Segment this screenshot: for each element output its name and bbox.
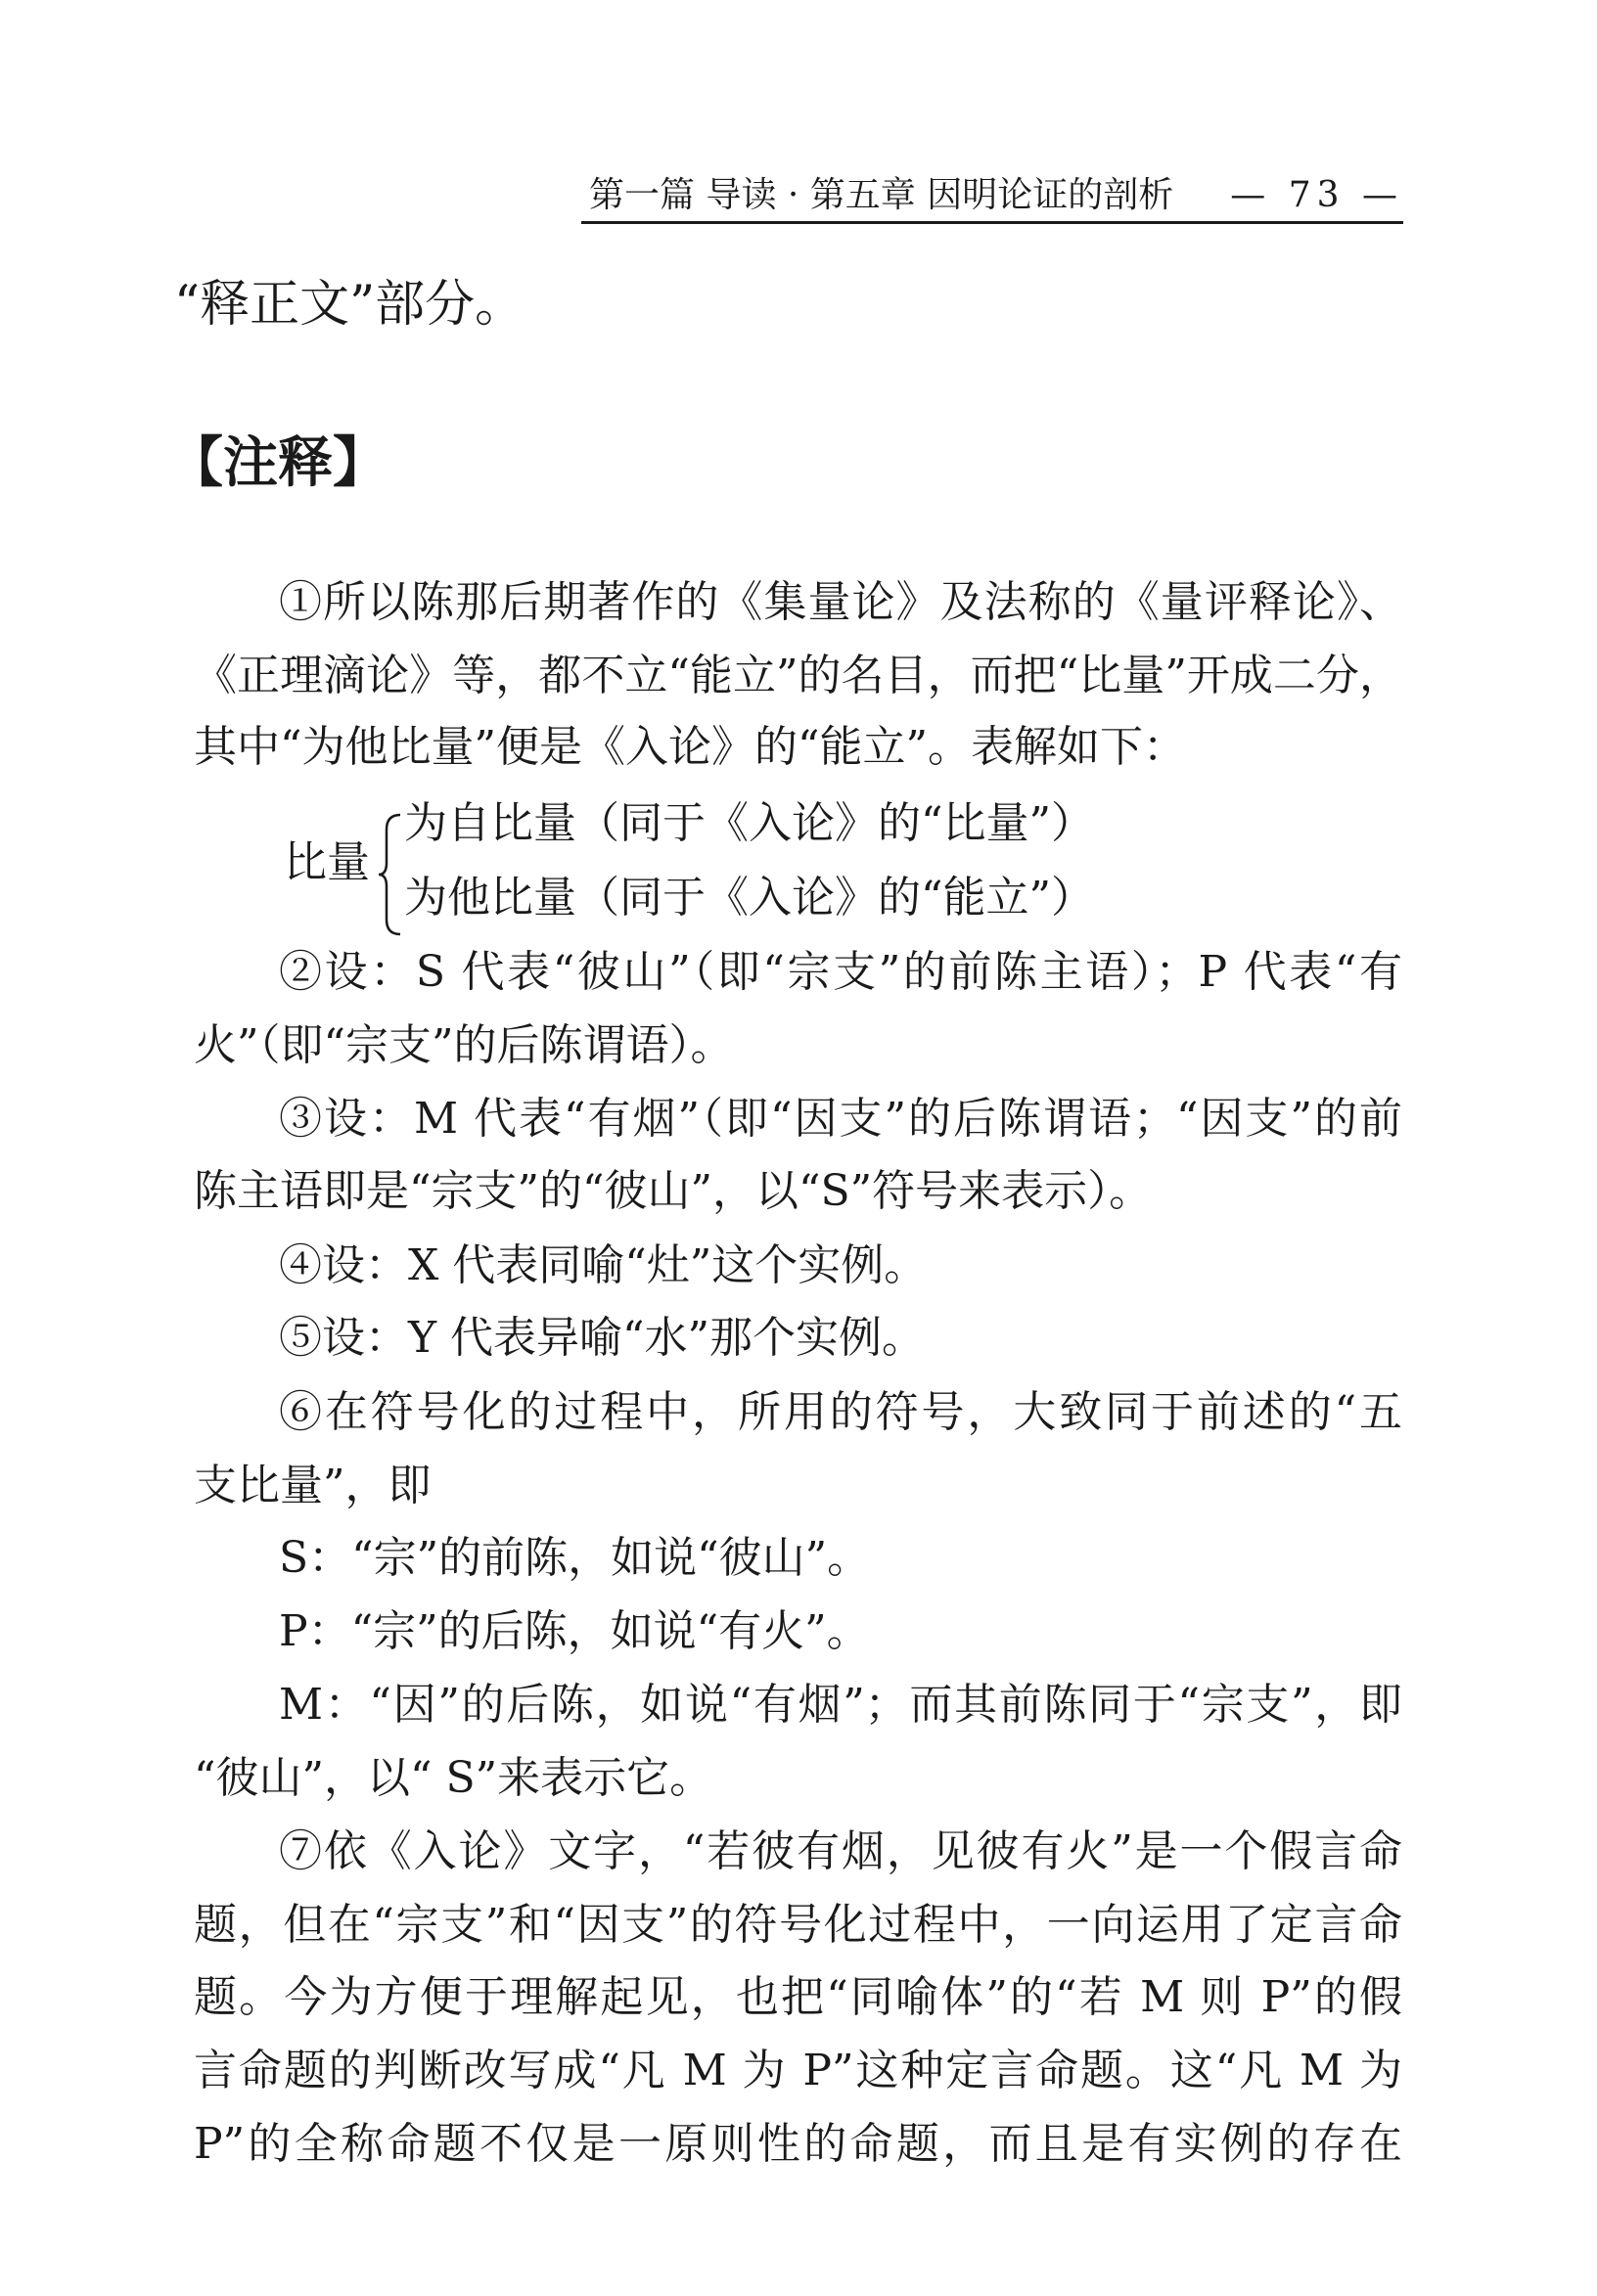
note-6-line-1: ⑥在符号化的过程中，所用的符号，大致同于前述的“五	[279, 1387, 1402, 1437]
note-2-line-2: 火”（即“宗支”的后陈谓语）。	[194, 1020, 734, 1070]
page-number: — 73 —	[1230, 175, 1403, 215]
note-1-line-1: ①所以陈那后期著作的《集量论》及法称的《量评释论》、	[279, 577, 1402, 627]
symbol-m-line-2: “彼山”，以“ S”来表示它。	[194, 1753, 713, 1803]
continuation-text: “释正文”部分。	[174, 276, 525, 334]
note-7-line-5: P”的全称命题不仅是一原则性的命题，而且是有实例的存在	[194, 2119, 1402, 2169]
note-3-line-1: ③设：M 代表“有烟”（即“因支”的后陈谓语；“因支”的前	[279, 1094, 1402, 1144]
diagram-label: 比量	[284, 837, 370, 887]
note-7-line-4: 言命题的判断改写成“凡 M 为 P”这种定言命题。这“凡 M 为	[194, 2046, 1402, 2095]
note-6-line-2: 支比量”，即	[194, 1461, 432, 1510]
note-4: ④设：X 代表同喻“灶”这个实例。	[279, 1240, 928, 1290]
symbol-m-line-1: M：“因”的后陈，如说“有烟”；而其前陈同于“宗支”，即	[279, 1680, 1402, 1730]
note-7-line-1: ⑦依《入论》文字，“若彼有烟，见彼有火”是一个假言命	[279, 1826, 1402, 1876]
note-2-line-1: ②设：S 代表“彼山”（即“宗支”的前陈主语）；P 代表“有	[279, 947, 1402, 997]
brace-icon	[377, 812, 402, 937]
section-heading: 【注释】	[168, 430, 388, 495]
note-1-line-2: 《正理滴论》等，都不立“能立”的名目，而把“比量”开成二分，	[194, 651, 1402, 700]
symbol-s-line: S：“宗”的前陈，如说“彼山”。	[279, 1533, 871, 1583]
running-header	[581, 170, 1403, 224]
note-1-line-3: 其中“为他比量”便是《入论》的“能立”。表解如下：	[194, 722, 1186, 772]
symbol-p-line: P：“宗”的后陈，如说“有火”。	[279, 1606, 870, 1656]
note-5: ⑤设：Y 代表异喻“水”那个实例。	[279, 1313, 926, 1363]
diagram-item: 为他比量（同于《入论》的“能立”）	[404, 873, 1094, 923]
note-7-line-2: 题，但在“宗支”和“因支”的符号化过程中，一向运用了定言命	[194, 1900, 1402, 1950]
header-title: 第一篇 导读 · 第五章 因明论证的剖析	[589, 175, 1174, 215]
diagram-item: 为自比量（同于《入论》的“比量”）	[404, 798, 1094, 848]
note-3-line-2: 陈主语即是“宗支”的“彼山”，以“S”符号来表示）。	[194, 1166, 1153, 1216]
note-7-line-3: 题。今为方便于理解起见，也把“同喻体”的“若 M 则 P”的假	[194, 1972, 1402, 2022]
